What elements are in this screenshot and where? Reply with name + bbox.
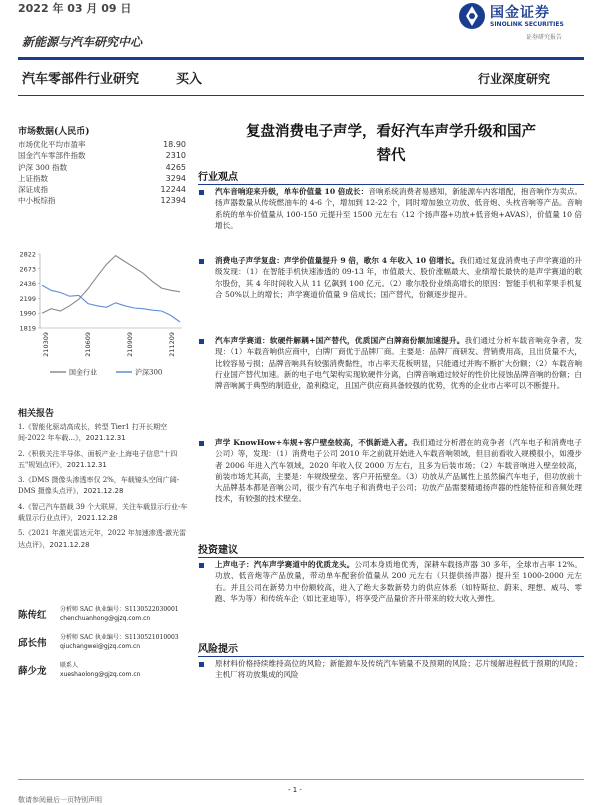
related-list bbox=[18, 422, 188, 555]
report-title: 复盘消费电子声学，看好汽车声学升级和国产 替代 bbox=[246, 123, 536, 164]
paragraph: 上声电子：汽车声学赛道中的优质龙头。公司本身质地优秀，深耕车载扬声器 30 多年，全球市占率 12%。功放、低音炮等产品放量，带动单车配套价值量从 200 元左右（只提供扬声器）提升至 1000-2000 元左右。并且公司在新势力中份额较高，进入了绝大多数新势力的供应体系（如特斯拉、蔚来、理想、威马、零跑、华为等）和传统车企（如比亚迪等），将享受产品量价齐升带来的较大收入弹性。 bbox=[198, 559, 582, 604]
header-rule-thin bbox=[18, 95, 584, 96]
bullet-icon bbox=[199, 441, 204, 446]
series-line bbox=[42, 285, 180, 322]
analyst-name: 薛少龙 bbox=[18, 666, 47, 677]
logo-sub: 证券研究报告 bbox=[526, 34, 563, 41]
analyst-email[interactable]: xueshaolong@gjzq.com.cn bbox=[60, 671, 141, 678]
logo-en: SINOLINK SECURITIES bbox=[490, 21, 564, 28]
page-number: - 1 - bbox=[288, 786, 302, 794]
analyst-email[interactable]: qiuchangwei@gjzq.com.cn bbox=[60, 643, 141, 650]
list-item[interactable]: 2.《积极关注半导体、面板产业-上海电子信息"十四五"规划点评》，2021.12.31 bbox=[18, 449, 178, 469]
bullet-icon bbox=[199, 339, 204, 344]
list-item[interactable]: 1.《智能化驱动高成长，转型 Tier1 打开长期空间-2022 年车载...》，2021.12.31 bbox=[18, 423, 167, 443]
market-row: 市场优化平均市盈率 18.90 bbox=[18, 140, 186, 149]
logo-cn: 国金证券 bbox=[490, 5, 550, 21]
list-item[interactable]: 3.《DMS 摄像头渗透率仅 2%，车载镜头空间广阔-DMS 摄像头点评》，2021.12.28 bbox=[18, 476, 180, 496]
industry-title: 汽车零部件行业研究 bbox=[22, 72, 140, 87]
related-title: 相关报告 bbox=[18, 409, 55, 419]
report-date: 2022 年 03 月 09 日 bbox=[18, 2, 132, 15]
section-head-views: 行业观点 bbox=[198, 168, 584, 185]
paragraph: 原材料价格持续维持高位的风险；新能源车及传统汽车销量不及预期的风险；芯片缓解进程低于预期的风险；主机厂将功放集成的风险 bbox=[198, 658, 582, 681]
paragraph: 汽车音响迎来升级，单车价值量 10 倍成长：音响系统消费者易感知，新能源车内客增配，抱音响作为卖点。扬声器数量从传统燃油车的 4-6 个，增加到 12-22 个，同时增加独立功放、低音炮、头枕音响等产品。音响系统的单车价值量从 100-150 元提升至 1500 元左右（12 个扬声器+功放+低音炮+AVAS），价值量 10 倍增长。 bbox=[198, 186, 582, 231]
section-head-risk: 风险提示 bbox=[198, 640, 584, 657]
bullet-icon bbox=[199, 563, 204, 568]
list-item[interactable]: 5.《2021 年激光雷达元年，2022 年加速渗透-激光雷达点评》，2021.12.28 bbox=[18, 529, 187, 549]
legend-label: 沪深300 bbox=[135, 368, 163, 377]
paragraph: 汽车声学赛道：软硬件解耦+国产替代，优质国产白牌商份额加速提升。我们通过分析车载音响竞争者，发现：（1）车载音响供应商中，白牌厂商优于品牌厂商。主要是：品牌厂商研发、营销费用高，且出货量不大，比较容易亏损；品牌音响具有较强消费黏性，市占率天花板明显，只能通过并购不断扩大份额；（2）车载音响行业国产替代加速。新的电子电气架构实现软硬件分离，白牌音响通过较好的性价比侵蚀品牌音响的份额；白牌音响属于典型的制造业，盈利稳定，且国产供应商具备较强的优势，优秀的企业市占率可以不断提升。 bbox=[198, 335, 582, 391]
analyst-role: 联系人 bbox=[60, 662, 79, 669]
legend-label: 国金行业 bbox=[69, 368, 97, 377]
x-tick-label: 210609 bbox=[84, 332, 92, 357]
analyst-role: 分析师 SAC 执业编号：S1130522030001 bbox=[60, 606, 179, 613]
analyst bbox=[18, 604, 218, 630]
logo bbox=[458, 2, 598, 42]
market-row: 深证成指 12244 bbox=[18, 185, 186, 195]
analyst bbox=[18, 632, 218, 658]
market-row: 中小板综指 12394 bbox=[18, 196, 186, 206]
footer-rule bbox=[18, 779, 584, 780]
y-tick-label: 1990 bbox=[19, 309, 36, 318]
market-data bbox=[18, 124, 186, 207]
x-tick-label: 210309 bbox=[42, 332, 50, 357]
y-tick-label: 1819 bbox=[19, 324, 36, 333]
y-tick-label: 2673 bbox=[19, 265, 36, 274]
y-tick-label: 2436 bbox=[19, 280, 36, 289]
rating: 买入 bbox=[176, 72, 203, 87]
y-tick-label: 2199 bbox=[19, 294, 36, 303]
y-tick-label: 2822 bbox=[19, 250, 36, 259]
report-type: 行业深度研究 bbox=[478, 72, 551, 86]
analyst-name: 邱长伟 bbox=[18, 638, 47, 649]
analyst-name: 陈传红 bbox=[18, 610, 47, 621]
bullet-icon bbox=[199, 259, 204, 264]
list-item[interactable]: 4.《智己汽车搭载 39 个大联屏，关注车载显示行业-车载显示行业点评》，2021.12.28 bbox=[18, 502, 188, 523]
sinolink-logo-icon bbox=[458, 2, 486, 30]
section-head-invest: 投资建议 bbox=[198, 541, 584, 558]
market-row: 国金汽车零部件指数 2310 bbox=[18, 151, 186, 161]
market-data-title: 市场数据(人民币) bbox=[18, 127, 90, 137]
index-chart bbox=[14, 248, 190, 384]
x-tick-label: 210909 bbox=[126, 332, 134, 357]
analyst-role: 分析师 SAC 执业编号：S1130521010003 bbox=[60, 634, 179, 641]
research-center: 新能源与汽车研究中心 bbox=[22, 35, 143, 49]
analyst bbox=[18, 660, 218, 686]
paragraph: 消费电子声学复盘：声学价值量提升 9 倍，歌尔 4 年收入 10 倍增长。我们通过复盘消费电子声学赛道的升级发现：（1）在智能手机快速渗透的 09-13 年，市值最大、股价涨幅最大、业绩增长最快的是声学赛道的歌尔股份，其 4 年时间收入从 11 亿飙到 100 亿元。（2）歌尔股份业绩高增长的原因：智能手机和苹果手机复合 50%以上的增长；声学赛道价值量 9 倍成长；国产替代，份额逐步提升。 bbox=[198, 255, 582, 300]
market-row: 沪深 300 指数 4265 bbox=[18, 162, 186, 172]
market-row: 上证指数 3294 bbox=[18, 173, 186, 183]
bullet-icon bbox=[199, 662, 204, 667]
header-rule bbox=[18, 57, 584, 60]
bullet-icon bbox=[199, 190, 204, 195]
footer-warning: 敬请参阅最后一页特别声明 bbox=[18, 796, 102, 804]
x-tick-label: 211209 bbox=[168, 332, 176, 357]
paragraph: 声学 KnowHow+车规+客户壁垒较高，不惧新进入者。我们通过分析潜在的竞争者（汽车电子和消费电子公司）等，发现：（1）消费电子公司 2010 年之前就开始进入车载音响领域，但目前看收入规模很小，如漫步者 2006 年进入汽车领域，2020 年收入仅 2000 万左右，且多为后装市场；（2）车载音响进入壁垒较高，前装市场尤其高，主要是：车规级壁垒、客户开拓壁垒。（3）功放从产品属性上虽然偏汽车电子，但功放前十大品牌基本都是音响公司，很少有汽车电子和消费电子公司；功放产品需要精通扬声器的性能特征和音频处理技术，有较强的技术壁垒。 bbox=[198, 437, 582, 505]
analyst-email[interactable]: chenchuanhong@gjzq.com.cn bbox=[60, 615, 151, 622]
